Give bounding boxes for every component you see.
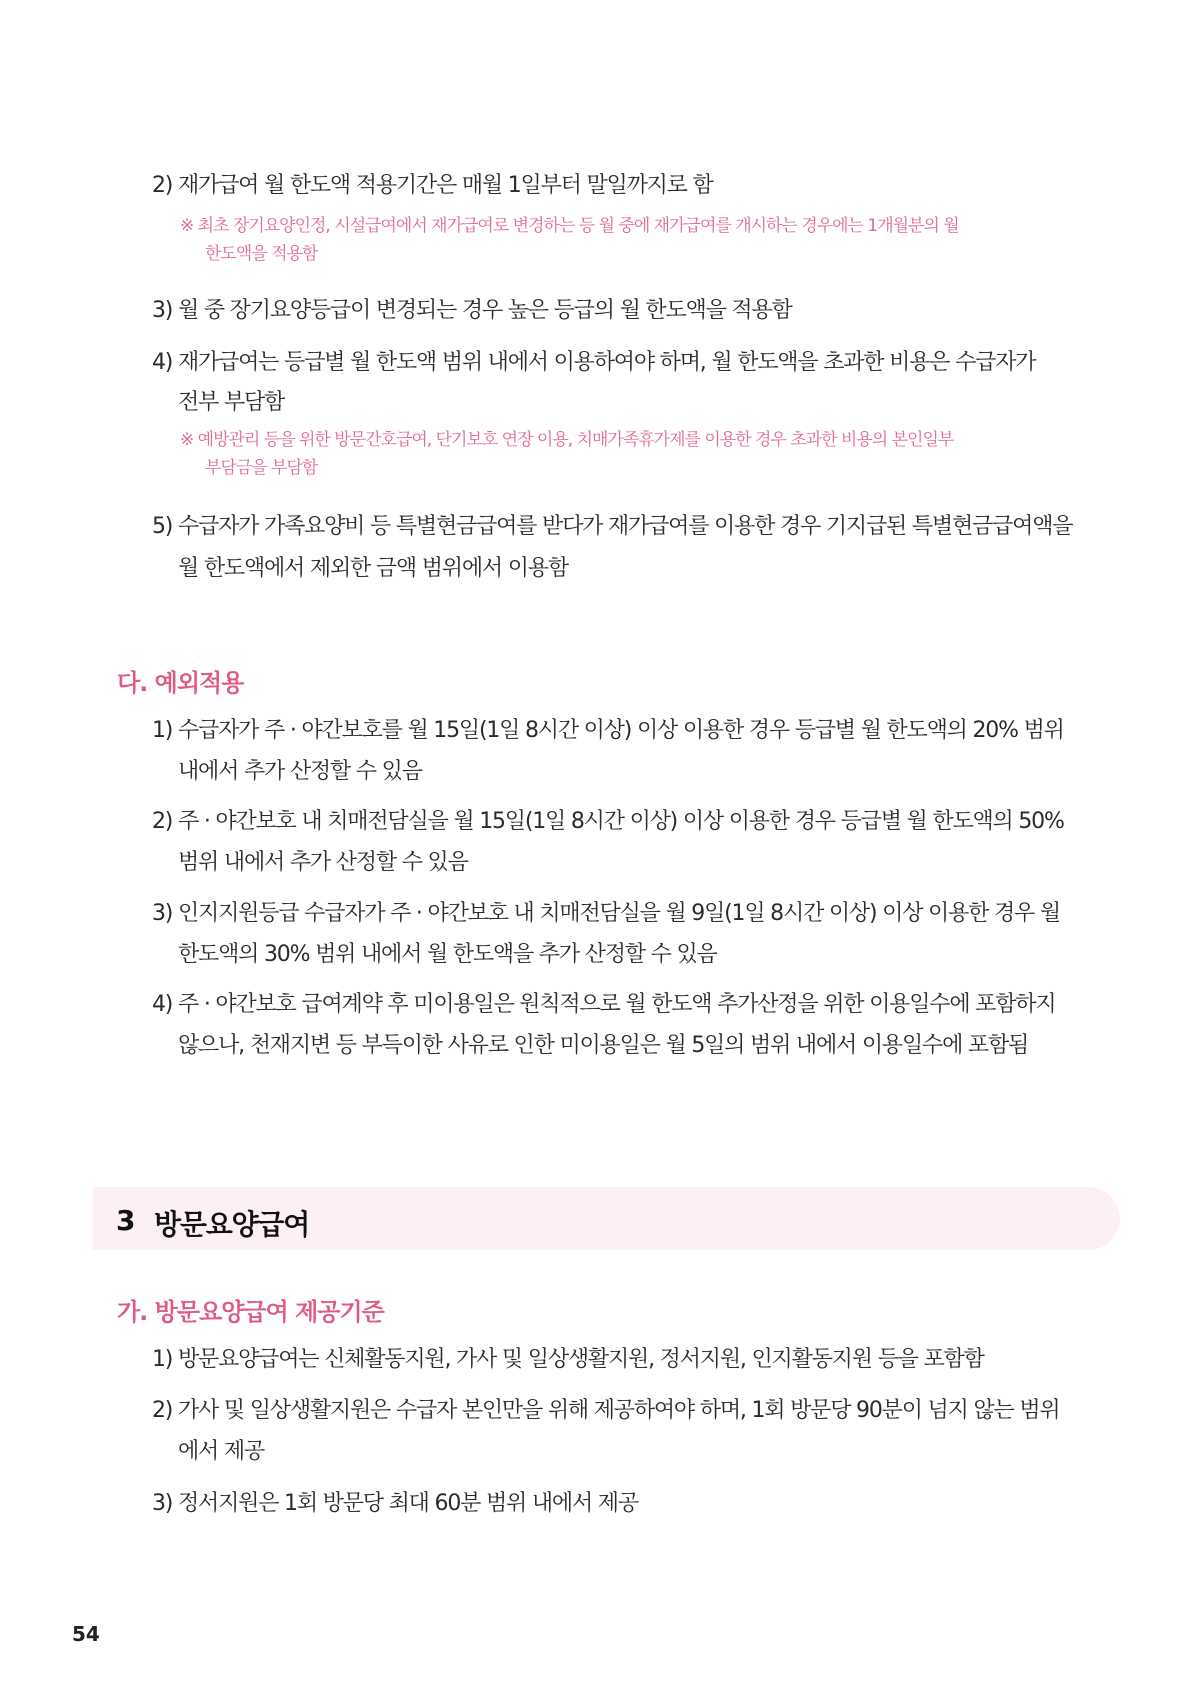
limit-item-2-note-line-2: 한도액을 적용함 [205, 244, 318, 264]
limit-item-4-line-2: 전부 부담함 [178, 390, 285, 415]
exception-item-2-line-2: 범위 내에서 추가 산정할 수 있음 [178, 850, 468, 875]
section-3-title: 방문요양급여 [154, 1208, 310, 1241]
limit-item-4-line-1: 4) 재가급여는 등급별 월 한도액 범위 내에서 이용하여야 하며, 월 한도액을 초과한 비용은 수급자가 [152, 350, 1036, 375]
exception-item-3-line-1: 3) 인지지원등급 수급자가 주 · 야간보호 내 치매전담실을 월 9일(1일 8시간 이상) 이상 이용한 경우 월 [152, 901, 1060, 926]
section-3-number: 3 [116, 1204, 136, 1237]
limit-item-4-note-line-1: ※ 예방관리 등을 위한 방문간호급여, 단기보호 연장 이용, 치매가족휴가제를 이용한 경우 초과한 비용의 본인일부 [180, 430, 954, 450]
exception-item-4-line-1: 4) 주 · 야간보호 급여계약 후 미이용일은 원칙적으로 월 한도액 추가산정을 위한 이용일수에 포함하지 [152, 992, 1056, 1017]
exception-item-1-line-1: 1) 수급자가 주 · 야간보호를 월 15일(1일 8시간 이상) 이상 이용한 경우 등급별 월 한도액의 20% 범위 [152, 718, 1064, 743]
exception-item-1-line-2: 내에서 추가 산정할 수 있음 [178, 759, 422, 784]
limit-item-4-note-line-2: 부담금을 부담함 [205, 458, 318, 478]
limit-item-5-line-1: 5) 수급자가 가족요양비 등 특별현금급여를 받다가 재가급여를 이용한 경우 기지급된 특별현금급여액을 [152, 514, 1073, 539]
visit-care-item-2-line-1: 2) 가사 및 일상생활지원은 수급자 본인만을 위해 제공하여야 하며, 1회 방문당 90분이 넘지 않는 범위 [152, 1398, 1060, 1423]
visit-care-item-3: 3) 정서지원은 1회 방문당 최대 60분 범위 내에서 제공 [152, 1491, 638, 1516]
limit-item-2: 2) 재가급여 월 한도액 적용기간은 매월 1일부터 말일까지로 함 [152, 173, 713, 198]
section-3-sub-heading: 가. 방문요양급여 제공기준 [117, 1298, 384, 1326]
visit-care-item-1: 1) 방문요양급여는 신체활동지원, 가사 및 일상생활지원, 정서지원, 인지활동지원 등을 포함함 [152, 1347, 984, 1372]
limit-item-5-line-2: 월 한도액에서 제외한 금액 범위에서 이용함 [178, 556, 568, 581]
exception-item-2-line-1: 2) 주 · 야간보호 내 치매전담실을 월 15일(1일 8시간 이상) 이상 이용한 경우 등급별 월 한도액의 50% [152, 809, 1064, 834]
limit-item-3: 3) 월 중 장기요양등급이 변경되는 경우 높은 등급의 월 한도액을 적용함 [152, 298, 792, 323]
exception-item-4-line-2: 않으나, 천재지변 등 부득이한 사유로 인한 미이용일은 월 5일의 범위 내에서 이용일수에 포함됨 [178, 1033, 1029, 1058]
exception-item-3-line-2: 한도액의 30% 범위 내에서 월 한도액을 추가 산정할 수 있음 [178, 942, 717, 967]
exceptions-heading: 다. 예외적용 [117, 669, 244, 697]
visit-care-item-2-line-2: 에서 제공 [178, 1439, 265, 1464]
page-number: 54 [72, 1622, 100, 1646]
limit-item-2-note-line-1: ※ 최초 장기요양인정, 시설급여에서 재가급여로 변경하는 등 월 중에 재가급여를 개시하는 경우에는 1개월분의 월 [180, 216, 959, 236]
